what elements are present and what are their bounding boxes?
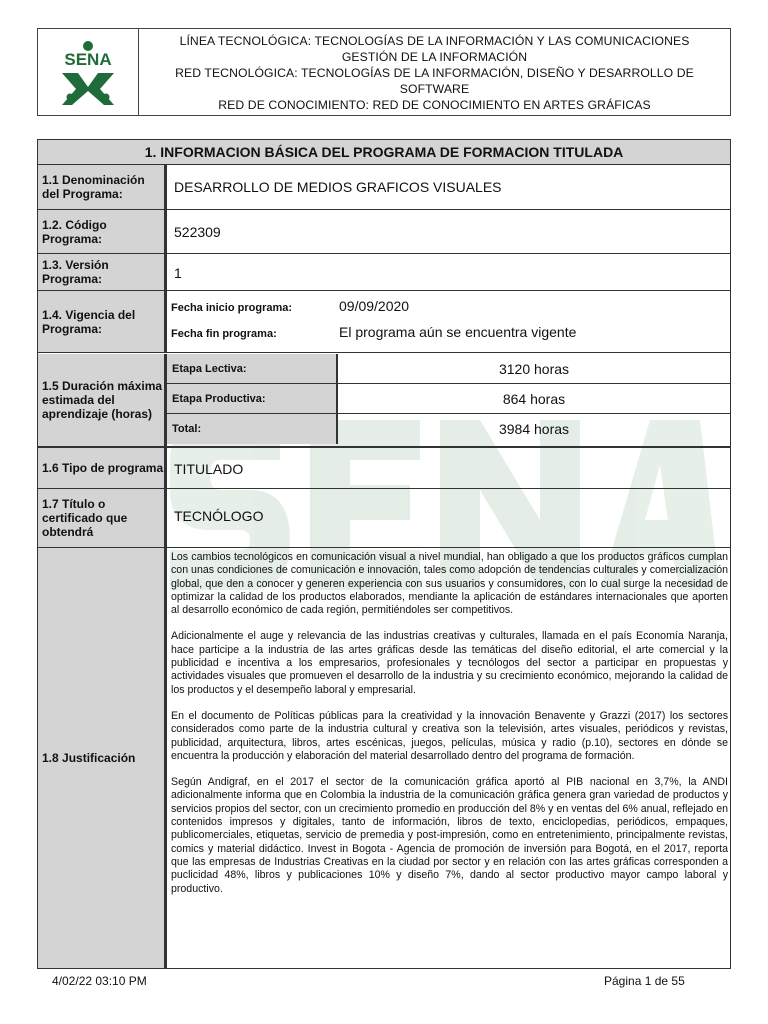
logo-text: SENA [64, 50, 112, 69]
titulo-label: 1.7 Título o certificado que obtendrá [38, 489, 167, 547]
justificacion-paragraph-4: Según Andigraf, en el 2017 el sector de la comunicación gráfica aportó al PIB nacional en 3,7%, la ANDI adicionalmente informa que en Colombia la industria de la comunicación gráfica genera gran variedad de productos y servicios propios del sector, con un crecimiento promedio en producción del 8% y en ventas del 6% anual, reflejado en contenidos impresos y digitales, tanto de información, libros de texto, enciclopedias, periódicos, empaques, publicomerciales, etiquetas, servicio de premedia y post-impresión, como en entretenimiento, principalmente revistas, comics y material didáctico. Invest in Bogota - Agencia de promoción de inversión para Bogotá, en el 2017, reporta que las empresas de Industrias Creativas en la ciudad por sector y en relación con las artes gráficas corresponden a puclicidad 48%, libros y publicaciones 10% y diseño 7%, dando al sector productivo mayor campo laboral y productivo. [171, 776, 728, 895]
row-duracion [38, 354, 730, 448]
titulo-value: TECNÓLOGO [174, 508, 264, 524]
duracion-row-productiva [167, 384, 730, 414]
document-header [37, 28, 731, 116]
etapa-lectiva-value: 3120 horas [498, 360, 570, 377]
version-value: 1 [174, 265, 182, 281]
fecha-fin-value: El programa aún se encuentra vigente [339, 324, 577, 340]
row-codigo [38, 210, 730, 254]
version-label: 1.3. Versión Programa: [38, 254, 167, 290]
table-title: 1. INFORMACION BÁSICA DEL PROGRAMA DE FORMACION TITULADA [38, 140, 730, 165]
header-text [139, 29, 730, 115]
sena-logo [38, 29, 138, 115]
codigo-value: 522309 [174, 224, 221, 240]
duracion-row-lectiva [167, 354, 730, 384]
etapa-productiva-value: 864 horas [502, 390, 566, 407]
header-line-5: RED DE CONOCIMIENTO: RED DE CONOCIMIENTO EN ARTES GRÁFICAS [218, 98, 651, 112]
header-line-4: SOFTWARE [399, 82, 470, 96]
fecha-inicio-label: Fecha inicio programa: [171, 302, 293, 314]
fecha-fin-label: Fecha fin programa: [171, 328, 277, 340]
justificacion-paragraph-3: En el documento de Políticas públicas para la creatividad y la innovación Benavente y Grazzi (2017) los sectores considerados como parte de la industria cultural y creativa son la televisión, artes visuales, periódicos y revistas, publicidad, arquitectura, libros, artes escénicas, juegos, películas, música y radio (p.10), sectores en dónde se encuentra la producción y elaboración del material desarrollado dentro del programa de formación. [171, 709, 728, 762]
fecha-inicio-value: 09/09/2020 [339, 298, 410, 314]
codigo-label: 1.2. Código Programa: [38, 210, 167, 253]
logo-cell [38, 29, 139, 115]
row-titulo [38, 489, 730, 548]
duracion-row-total [167, 414, 730, 444]
row-tipo [38, 448, 730, 489]
justificacion-paragraph-1: Los cambios tecnológicos en comunicación visual a nivel mundial, han obligado a que los productos gráficos cumplan con unas condiciones de comunicación e innovación, tales como adopción de tendencias culturales y comercialización global, que den a conocer y generen experiencia con sus usuarios y consumidores, con lo cual surge la necesidad de optimizar la calidad de los productos elaborados, mendiante la aplicación de estándares internacionales que aporten al desarrollo económico de cada región, permitiéndoles ser competitivos. [171, 551, 728, 617]
duracion-label: 1.5 Duración máxima estimada del aprendizaje (horas) [38, 354, 167, 446]
row-vigencia [38, 291, 730, 353]
row-justificacion [38, 548, 730, 968]
header-line-3: RED TECNOLÓGICA: TECNOLOGÍAS DE LA INFORMACIÓN, DISEÑO Y DESARROLLO DE [175, 66, 694, 80]
row-version [38, 254, 730, 291]
denominacion-value: DESARROLLO DE MEDIOS GRAFICOS VISUALES [174, 179, 502, 195]
justificacion-text [171, 551, 728, 909]
tipo-label: 1.6 Tipo de programa [38, 448, 167, 488]
total-value: 3984 horas [498, 421, 570, 437]
program-info-table [37, 139, 731, 969]
justificacion-paragraph-2: Adicionalmente el auge y relevancia de las industrias creativas y culturales, llamada en el país Economía Naranja, hace participe a la industria de las artes gráficas desde las temáticas del diseño editorial, el arte comercial y la publicidad e incentiva a los empresarios, profesionales y tecnólogos del sector a participar en propuestas y actividades visuales que promueven el desarrollo de la industria y su crecimiento económico, mejorando la calidad de los productos y el desempeño laboral y empresarial. [171, 630, 728, 696]
total-label: Total: [167, 414, 338, 444]
justificacion-label: 1.8 Justificación [38, 548, 167, 968]
denominacion-label: 1.1 Denominación del Programa: [38, 165, 167, 209]
vigencia-label: 1.4. Vigencia del Programa: [38, 291, 167, 352]
header-line-1: LÍNEA TECNOLÓGICA: TECNOLOGÍAS DE LA INFORMACIÓN Y LAS COMUNICACIONES [179, 34, 690, 48]
etapa-lectiva-label: Etapa Lectiva: [167, 354, 338, 383]
footer-page-number: Página 1 de 55 [604, 974, 685, 988]
header-line-2: GESTIÓN DE LA INFORMACIÓN [341, 50, 528, 64]
footer-date: 4/02/22 03:10 PM [52, 974, 147, 988]
tipo-value: TITULADO [174, 461, 244, 477]
row-denominacion [38, 165, 730, 210]
etapa-productiva-label: Etapa Productiva: [167, 384, 338, 413]
